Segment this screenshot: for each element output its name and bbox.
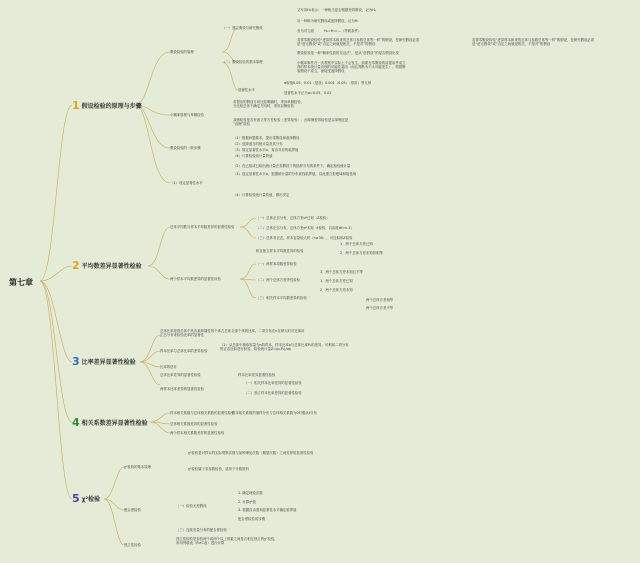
node-c1-a2-t4: 显著性水平记为α=0.05、0.01 <box>284 91 332 95</box>
node-c2-b-t7: 1．两个总体方差已知 <box>320 279 353 283</box>
node-c5-c[interactable]: 独立性检验 <box>124 543 141 547</box>
node-c1-a2[interactable]: （二）假设检验的基本原理 <box>222 60 263 64</box>
chapter-2[interactable] <box>72 259 142 272</box>
node-c1-d-t3: （4）计算检验统计量的值，做出决定 <box>233 193 290 197</box>
chapter-2-label: 平均数差异显著性检验 <box>81 263 142 270</box>
node-c1-a1[interactable]: （一）建立假设与研究假设 <box>222 26 263 30</box>
chapter-4-label: 相关系数差异显著性检验 <box>81 420 148 427</box>
node-c5-a[interactable]: χ²检验的基本原理 <box>124 465 152 469</box>
chapter-4-number: 4 <box>72 416 80 429</box>
node-c2-b-t5: 2．两个总体方差未知但相等 <box>340 251 383 255</box>
node-c3-c-t2: （二）独立样本比率差异的显著性检验 <box>244 391 302 395</box>
node-c2-b-t4: 1．两个总体方差已知 <box>340 242 373 246</box>
node-c5-b-t3: 配合度检验的步骤 <box>238 517 266 521</box>
node-c1-a1-note: 若将零假设检验“虚拟样本和来的总体与参数总体等一样”的假设，是研究假设必须 是“虚无假设”或“否定之间就是相关，不是对”的假设 <box>472 38 595 47</box>
node-c1-c[interactable]: 假设检验的一般步骤 <box>170 146 201 150</box>
node-c1-a1-t4: 若将零假设检验“虚拟样本和来的总体与参数总体等一样”的假设，是研究假设必须 是“虚无假设”或“否定之间就是相关，不是对”的假设 <box>297 38 420 47</box>
node-c1-c-t3: （3）规定显著性水平α，查出对应的临界值 <box>233 148 299 152</box>
node-c2-b-t10: 两个总体方差不等 <box>366 306 394 310</box>
node-c2-b[interactable]: 两个样本平均数差异的显著性检验 <box>170 277 221 281</box>
node-c5-b[interactable]: 配合度检验 <box>124 508 141 512</box>
chapter-3[interactable] <box>72 355 136 368</box>
node-c2-a-t2: （二）总体正态分布，总体方差σ²未知（t检验，自由度df=n-1） <box>256 226 354 230</box>
node-c2-b-t9: 两个总体方差相等 <box>366 298 394 302</box>
chapter-5[interactable] <box>72 492 100 505</box>
node-c1-a2-t3: α取值0.05、0.01（是设）0.001（0.05）（常用）等几种 <box>284 81 372 85</box>
node-c5-a-t2: χ²检验属于非参数检验，适用于计数资料 <box>188 467 249 471</box>
node-c1-c-t2: （2）选择适当的统计量及其分布 <box>233 142 283 146</box>
chapter-5-number: 5 <box>72 492 80 505</box>
node-c3-b-t2: 样本比率差异显著性检验 <box>238 373 276 377</box>
node-c2-a-t3: （三）总体非正态，样本容量较大时（n≥30），可近似用Z检验 <box>256 236 353 240</box>
node-c1-a1-t3: 至为对立面 H₀=H₁=…（等候条件） <box>297 29 362 33</box>
chapter-1-number: 1 <box>72 99 80 112</box>
node-c1-b-t1: 若提出的假设方向比较明确时，采用单侧检验， 当比较总体不确定方向时，采用双侧检验 <box>233 100 305 109</box>
node-c2-b-t0: 相互独立样本平均数差异的检验 <box>256 249 304 253</box>
node-c5-b-t7: 3. 根据自由度和显著性水平确定临界值 <box>238 508 297 512</box>
root-topic[interactable]: 第七章 <box>9 278 33 287</box>
node-c1-c-t1: （1）根据问题要求，提出零假设和备择假设 <box>233 136 300 140</box>
node-c1-b[interactable]: 小概率原理与单侧检验 <box>170 113 204 117</box>
chapter-1-label: 假设检验的原理与步骤 <box>81 103 142 110</box>
node-c5-b-t4: （三）连续变量分布的配合度检验 <box>176 528 227 532</box>
chapter-2-number: 2 <box>72 259 80 272</box>
chapter-3-label: 比率差异显著性检验 <box>81 359 136 366</box>
node-c1-d-t2: （3）选定显著性水平α，根据统计量的分布查找临界值，以此建立拒绝域和接受域 <box>233 172 357 176</box>
node-c3-c-t1: （一）相关样本比率差异的显著性检验 <box>244 381 302 385</box>
node-c1-a1-t5: 假设检验是一种“概率性质的反证法”，是从“虚假设”的是否假设出发 <box>297 51 399 55</box>
node-c1-b-t2: 双侧检验是否有意义等方差检验（差异检验），而单侧差异检验是以单侧还是 “双侧”检验 <box>233 118 349 127</box>
node-c5-c-t1: 独立性检验是检验两个或两个以上因素之间是否相互独立的χ²检验， 常用列联表（R×C表）进行计算 <box>176 537 278 546</box>
node-c1-d-t1: （2）在已知或已给出统计量在零假设下的抽样分布的条件下，确定检验统计量 <box>233 164 351 168</box>
node-c4-a[interactable]: 样本相关系数与总体相关系数的显著性检验 <box>170 411 235 415</box>
chapter-3-number: 3 <box>72 355 80 368</box>
node-c3-b[interactable]: 比率的估计 <box>160 365 177 369</box>
node-c5-b-t1: （一）检验无差假设 <box>176 504 207 508</box>
node-c2-a[interactable]: 总体平均数与样本平均数差异的显著性检验 <box>170 225 235 229</box>
node-c4-c[interactable]: 两个样本相关系数差异的显著性检验 <box>170 431 225 435</box>
chapter-5-label: χ²检验 <box>81 496 101 503</box>
node-c3-b-t1: 总体比率差异的显著性检验 <box>160 373 201 377</box>
node-c1-a2-t2[interactable]: 显著性水平 <box>238 88 255 92</box>
chapter-4[interactable] <box>72 416 148 429</box>
node-c1-a2-t1: 小概率事件在一次观察中实际上不会发生。如果在零假设的前提条件成立 得的样本统计量出现的可能性超出（而且判断为不太可能发生），则推断 原假设不成立，而接受备择假设 <box>297 61 406 74</box>
node-c2-b-t8: 2．两个总体方差未知 <box>320 288 353 292</box>
node-c3-c[interactable]: 两样本比率差异的显著性检验 <box>160 387 205 391</box>
node-c1-a1-t1: 又写用H₀表示：一种相当是否根据差异假设，记为H₀ <box>297 8 377 12</box>
node-c5-a-t1: χ²检验是对样本的实际观察次数与某种理论次数（期望次数）之间差异的显著性检验 <box>188 451 314 455</box>
node-c1-a1-t2: 另一种称为研究假设或备择假设，记为H₁ <box>297 19 359 23</box>
node-c4-a-t1: 样本相关系数的抽样分布与总体相关系数为0时服从t分布 <box>232 411 317 415</box>
chapter-1[interactable] <box>72 99 142 112</box>
node-c4-b[interactable]: 总体相关系数差异的显著性检验 <box>170 422 218 426</box>
node-c1-c-t4: （4）计算检验统计量的值 <box>233 154 273 158</box>
node-c2-b-t1: （一）两样本均数差异检验 <box>256 262 297 266</box>
node-c2-a-t1: （一）总体正态分布，总体方差σ²已知（Z检验） <box>256 216 330 220</box>
node-c3-intro: 总体比率是指总体中具有某种属性的个体占总体全部个体的比率。二项分布在n足够大时可近似用 正态分布来检验比率的显著性 <box>160 329 305 338</box>
node-c3-a-t1: （1）从总体中抽取容量为n的样本，样本比率p与总体比率P₀的差异，可利用二项分布 的正态近似进行检验，检验统计量Z=(p-P₀)/σp <box>220 343 349 352</box>
node-c2-b-t2: （二）两个总体方差齐性检验 <box>256 278 301 282</box>
node-c1-a[interactable]: 假设检验的原理 <box>170 50 194 54</box>
node-c1-d[interactable]: （1）设定显著性水平 <box>170 181 203 185</box>
node-c2-b-t6: 3．两个总体方差未知且不等 <box>320 270 363 274</box>
node-c5-b-t5: 1. 确定理论次数 <box>238 491 263 495</box>
node-c5-b-t6: 2. 计算χ²值 <box>238 500 256 504</box>
node-c2-b-t3: （三）相关样本平均数差异的检验 <box>256 296 307 300</box>
node-c3-a[interactable]: 样本比率与总体比率的差异检验 <box>160 349 208 353</box>
